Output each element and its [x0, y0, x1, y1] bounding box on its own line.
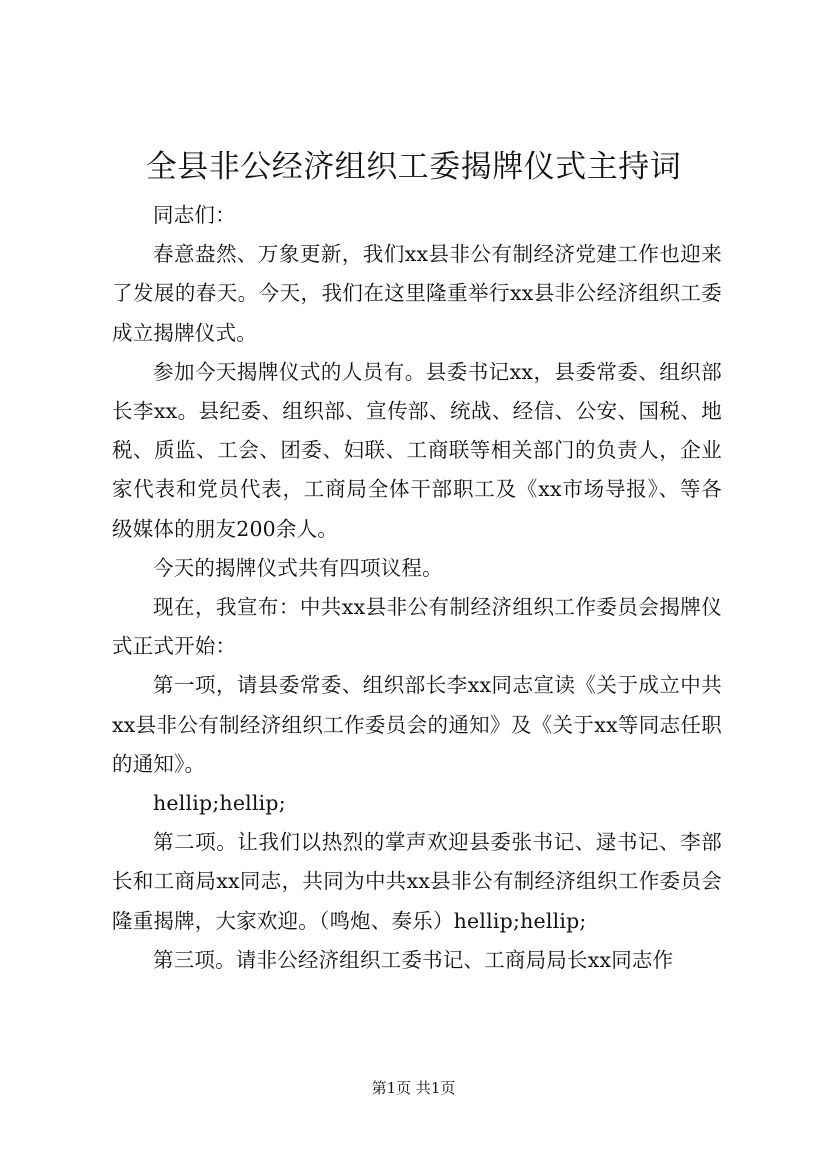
page-footer: 第1页 共1页 — [371, 1079, 456, 1097]
paragraph-opening: 春意盎然、万象更新，我们xx县非公有制经济党建工作也迎来了发展的春天。今天，我们在这里隆重举行xx县非公经济组织工委成立揭牌仪式。 — [112, 242, 722, 345]
paragraph-item-two: 第二项。让我们以热烈的掌声欢迎县委张书记、逯书记、李部长和工商局xx同志，共同为中共xx县非公有制经济组织工作委员会隆重揭牌，大家欢迎。（鸣炮、奏乐）hellip;hellip; — [112, 830, 722, 933]
paragraph-ellipsis: hellip;hellip; — [153, 791, 286, 816]
paragraph-announcement: 现在，我宣布：中共xx县非公有制经济组织工作委员会揭牌仪式正式开始： — [112, 595, 722, 659]
document-body — [112, 196, 722, 980]
document-title: 全县非公经济组织工委揭牌仪式主持词 — [145, 149, 682, 185]
paragraph-item-three: 第三项。请非公经济组织工委书记、工商局局长xx同志作 — [153, 947, 674, 972]
paragraph-attendees: 参加今天揭牌仪式的人员有。县委书记xx，县委常委、组织部长李xx。县纪委、组织部、宣传部、统战、经信、公安、国税、地税、质监、工会、团委、妇联、工商联等相关部门的负责人，企业家代表和党员代表，工商局全体干部职工及《xx市场导报》、等各级媒体的朋友200余人。 — [112, 359, 722, 541]
paragraph-greeting: 同志们： — [153, 203, 236, 227]
paragraph-agenda: 今天的揭牌仪式共有四项议程。 — [153, 555, 443, 580]
paragraph-item-one: 第一项，请县委常委、组织部长李xx同志宣读《关于成立中共xx县非公有制经济组织工作委员会的通知》及《关于xx等同志任职的通知》。 — [112, 673, 722, 776]
